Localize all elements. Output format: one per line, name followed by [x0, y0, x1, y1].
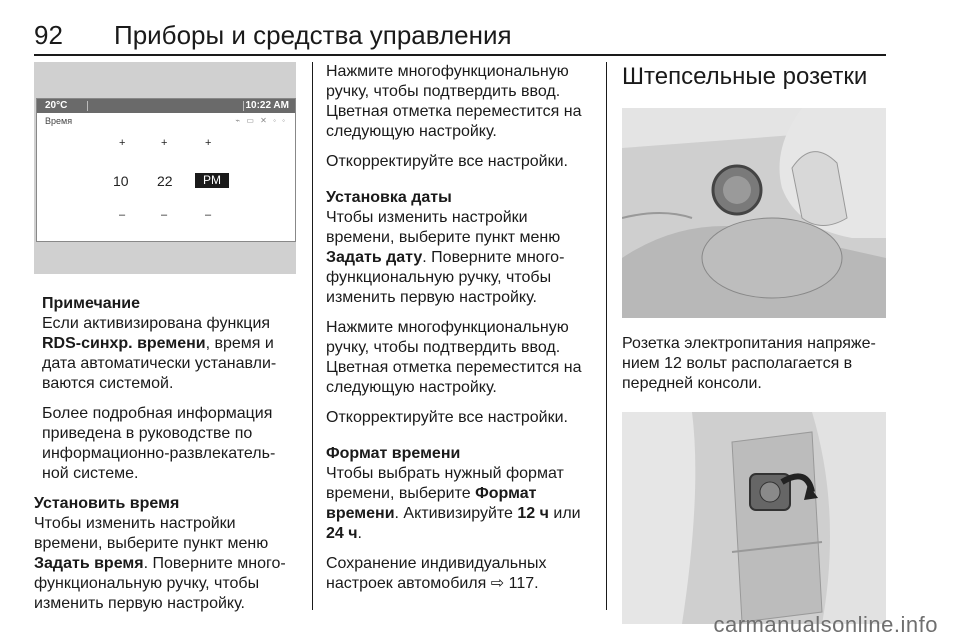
paragraph: Откорректируйте все настройки. — [326, 153, 568, 170]
minute-value: 22 — [157, 173, 173, 189]
outlet-cover-image — [622, 412, 886, 624]
section-title-date: Установка даты — [326, 189, 452, 206]
outlet-cover-photo — [622, 412, 886, 624]
page-number: 92 — [34, 20, 63, 50]
section-title-format: Формат времени — [326, 445, 461, 462]
note-title: Примечание — [42, 295, 141, 312]
temperature-readout: 20°C — [45, 100, 68, 111]
page-title: Приборы и средства управления — [114, 20, 512, 50]
paragraph-set-time: Чтобы изменить настройки времени, выберите пункт меню Задать время. Поверните многофункциональную ручку, чтобы изменить первую настройку. — [34, 515, 286, 612]
hour-value: 10 — [113, 173, 129, 189]
note-paragraph: Более подробная информация приведена в руководстве по информационно-развлекательной системе. — [42, 405, 276, 482]
hour-minus-button: – — [119, 209, 126, 221]
minute-minus-button: – — [161, 209, 168, 221]
paragraph-date: Чтобы изменить настройки времени, выберите пункт меню Задать дату. Поверните многофункциональную ручку, чтобы изменить первую настройку. — [326, 209, 565, 306]
hour-plus-button: + — [119, 137, 126, 149]
ampm-value: PM — [195, 173, 229, 188]
paragraph: Откорректируйте все настройки. — [326, 409, 568, 426]
column-divider — [606, 62, 607, 610]
clock-readout: 10:22 AM — [245, 100, 289, 111]
column-left — [34, 62, 296, 612]
section-heading: Штепсельные розетки — [622, 63, 868, 90]
note-paragraph: Если активизирована функция RDS-синхр. времени, время и дата автоматически устанавливаются системой. — [42, 315, 277, 392]
page-reference[interactable]: 117. — [508, 575, 539, 592]
screen-label: Время — [45, 116, 73, 126]
arrow-right-icon: ⇨ — [490, 575, 505, 592]
power-outlet-photo — [622, 108, 886, 318]
photo-caption: Розетка электропитания напряжением 12 вольт располагается в передней консоли. — [622, 335, 876, 392]
column-divider — [312, 62, 313, 610]
page-header — [34, 16, 886, 56]
column-right — [622, 62, 886, 612]
minute-plus-button: + — [161, 137, 168, 149]
display-screen — [36, 98, 296, 242]
paragraph-cross-reference: Сохранение индивидуальных настроек автомобиля ⇨ 117. — [326, 555, 547, 592]
ampm-plus-button: + — [205, 137, 212, 149]
note-block — [34, 294, 296, 484]
clock-settings-figure — [34, 62, 296, 274]
paragraph: Нажмите многофункциональную ручку, чтобы подтвердить ввод. Цветная отметка переместится на следующую настройку. — [326, 319, 582, 396]
paragraph-format: Чтобы выбрать нужный формат времени, выберите Формат времени. Активизируйте 12 ч или 24 ч. — [326, 465, 581, 542]
status-bar — [37, 99, 295, 113]
watermark: carmanualsonline.info — [713, 612, 938, 637]
section-title-set-time: Установить время — [34, 495, 180, 512]
gear-shift-console-image — [622, 108, 886, 318]
paragraph: Нажмите многофункциональную ручку, чтобы подтвердить ввод. Цветная отметка переместится на следующую настройку. — [326, 63, 582, 140]
status-icons: ⌁ ▭ ✕ ◦ ◦ — [235, 116, 287, 125]
column-middle — [326, 62, 588, 612]
ampm-minus-button: – — [205, 209, 212, 221]
